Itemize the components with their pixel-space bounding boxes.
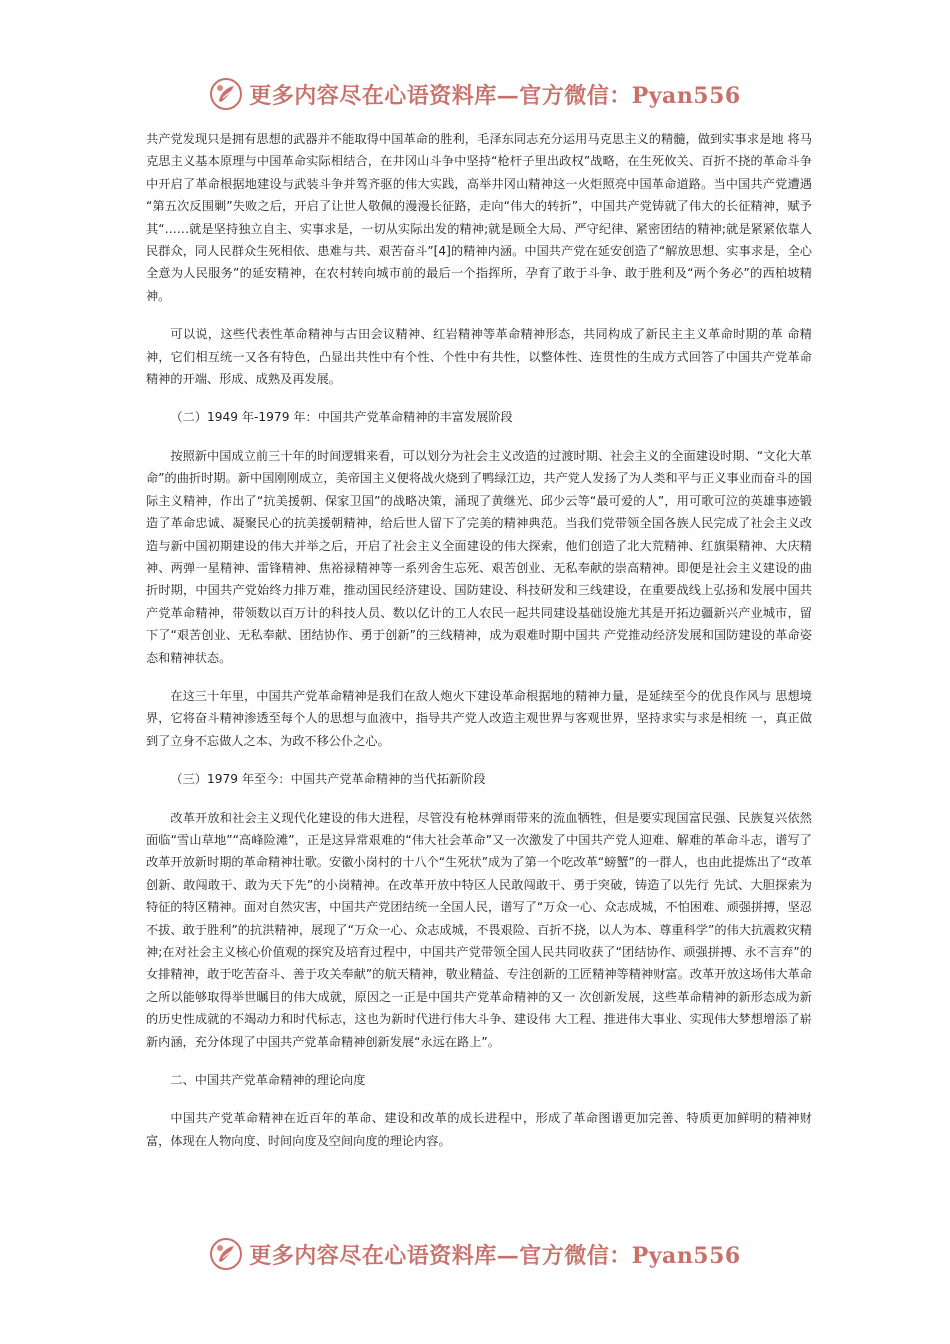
section-heading: （三）1979 年至今：中国共产党革命精神的当代拓新阶段 xyxy=(170,772,486,787)
section-heading: （二）1949 年-1979 年：中国共产党革命精神的丰富发展阶段 xyxy=(170,410,513,425)
banner-text: 更多内容尽在心语资料库—官方微信：Pyan556 xyxy=(249,82,741,109)
footer-banner xyxy=(0,1234,950,1274)
header-banner xyxy=(0,74,950,114)
paragraph: 改革开放和社会主义现代化建设的伟大进程，尽管没有枪林弹雨带来的流血牺牲，但是要实现国富民强、民族复兴依然面临“雪山草地”“高峰险滩”，正是这异常艰难的“伟大社会革命”又一次激发了中国共产党人迎难、解难的革命斗志，谱写了改革开放新时期的革命精神壮歌。安徽小岗村的十八个“生死状”成为了第一个吃改革“螃蟹”的一群人，也由此提炼出了“改革创新、敢闯敢干、敢为天下先”的小岗精神。在改革开放中特区人民敢闯敢干、勇于突破，铸造了以先行 先试、大胆探索为特征的特区精神。面对自然灾害，中国共产党团结统一全国人民，谱写了“万众一心、众志成城，不怕困难、顽强拼搏，坚忍不拔、敢于胜利”的抗洪精神，展现了“万众一心、众志成城，不畏艰险、百折不挠，以人为本、尊重科学”的伟大抗震救灾精神;在对社会主义核心价值观的探究及培育过程中，中国共产党带领全国人民共同收获了“团结协作、顽强拼搏、永不言弃”的女排精神，敢于吃苦奋斗、善于攻关奉献”的航天精神，敬业精益、专注创新的工匠精神等精神财富。改革开放这场伟大革命之所以能够取得举世瞩目的伟大成就，原因之一正是中国共产党革命精神的又一 次创新发展，这些革命精神的新形态成为新的历史性成就的不竭动力和时代标志，这也为新时代进行伟大斗争、建设伟 大工程、推进伟大事业、实现伟大梦想增添了崭新内涵，充分体现了中国共产党革命精神创新发展“永远在路上”。 xyxy=(146,810,812,1049)
banner-text: 更多内容尽在心语资料库—官方微信：Pyan556 xyxy=(249,1242,741,1269)
section-heading: 二、中国共产党革命精神的理论向度 xyxy=(170,1073,366,1088)
paragraph: 按照新中国成立前三十年的时间逻辑来看，可以划分为社会主义改造的过渡时期、社会主义的全面建设时期、“文化大革命”的曲折时期。新中国刚刚成立，美帝国主义便将战火烧到了鸭绿江边，共产党人发扬了为人类和平与正义事业而奋斗的国际主义精神，作出了“抗美援朝、保家卫国”的战略决策，涌现了黄继光、邱少云等“最可爱的人”，用可歌可泣的英雄事迹锻造了革命忠诚、凝聚民心的抗美援朝精神，给后世人留下了完美的精神典范。当我们党带领全国各族人民完成了社会主义改造与新中国初期建设的伟大并举之后，开启了社会主义全面建设的伟大探索，他们创造了北大荒精神、红旗渠精神、大庆精神、两弹一星精神、雷锋精神、焦裕禄精神等一系列舍生忘死、艰苦创业、无私奉献的崇高精神。即便是社会主义建设的曲折时期，中国共产党始终力排万难，推动国民经济建设、国防建设、科技研发和三线建设，在重要战线上弘扬和发展中国共产党革命精神，带领数以百万计的科技人员、数以亿计的工人农民一起共同建设基础设施尤其是开拓边疆新兴产业城市，留下了“艰苦创业、无私奉献、团结协作、勇于创新”的三线精神，成为艰难时期中国共 产党推动经济发展和国防建设的革命姿态和精神状态。 xyxy=(146,448,812,665)
paragraph: 共产党发现只是拥有思想的武器并不能取得中国革命的胜利，毛泽东同志充分运用马克思主义的精髓，做到实事求是地 将马克思主义基本原理与中国革命实际相结合，在井冈山斗争中坚持“枪杆子里出政权”战略，在生死攸关、百折不挠的革命斗争中开启了革命根据地建设与武装斗争并驾齐驱的伟大实践，高举井冈山精神这一火炬照亮中国革命道路。当中国共产党遭遇 “第五次反围剿”失败之后，开启了让世人敬佩的漫漫长征路，走向“伟大的转折”，中国共产党铸就了伟大的长征精神，赋予其“……就是坚持独立自主、实事求是，一切从实际出发的精神;就是顾全大局、严守纪律、紧密团结的精神;就是紧紧依靠人民群众，同人民群众生死相依、患难与共、艰苦奋斗”[4]的精神内涵。中国共产党在延安创造了“解放思想、实事求是，全心全意为人民服务”的延安精神，在农村转向城市前的最后一个指挥所，孕育了敢于斗争、敢于胜利及“两个务必”的西柏坡精神。 xyxy=(146,132,812,303)
paragraph: 中国共产党革命精神在近百年的革命、建设和改革的成长进程中，形成了革命图谱更加完善、特质更加鲜明的精神财富，体现在人物向度、时间向度及空间向度的理论内容。 xyxy=(146,1111,812,1148)
flower-logo-icon xyxy=(209,77,243,111)
flower-logo-icon xyxy=(209,1237,243,1271)
document-body xyxy=(146,128,812,1168)
paragraph: 可以说，这些代表性革命精神与古田会议精神、红岩精神等革命精神形态，共同构成了新民主主义革命时期的革 命精神，它们相互统一又各有特色，凸显出共性中有个性、个性中有共性，以整体性、连贯性的生成方式回答了中国共产党革命精神的开端、形成、成熟及再发展。 xyxy=(146,327,812,387)
paragraph: 在这三十年里，中国共产党革命精神是我们在敌人炮火下建设革命根据地的精神力量，是延续至今的优良作风与 思想境界，它将奋斗精神渗透至每个人的思想与血液中，指导共产党人改造主观世界与客观世界，坚持求实与求是相统 一，真正做到了立身不忘做人之本、为政不移公仆之心。 xyxy=(146,688,812,748)
